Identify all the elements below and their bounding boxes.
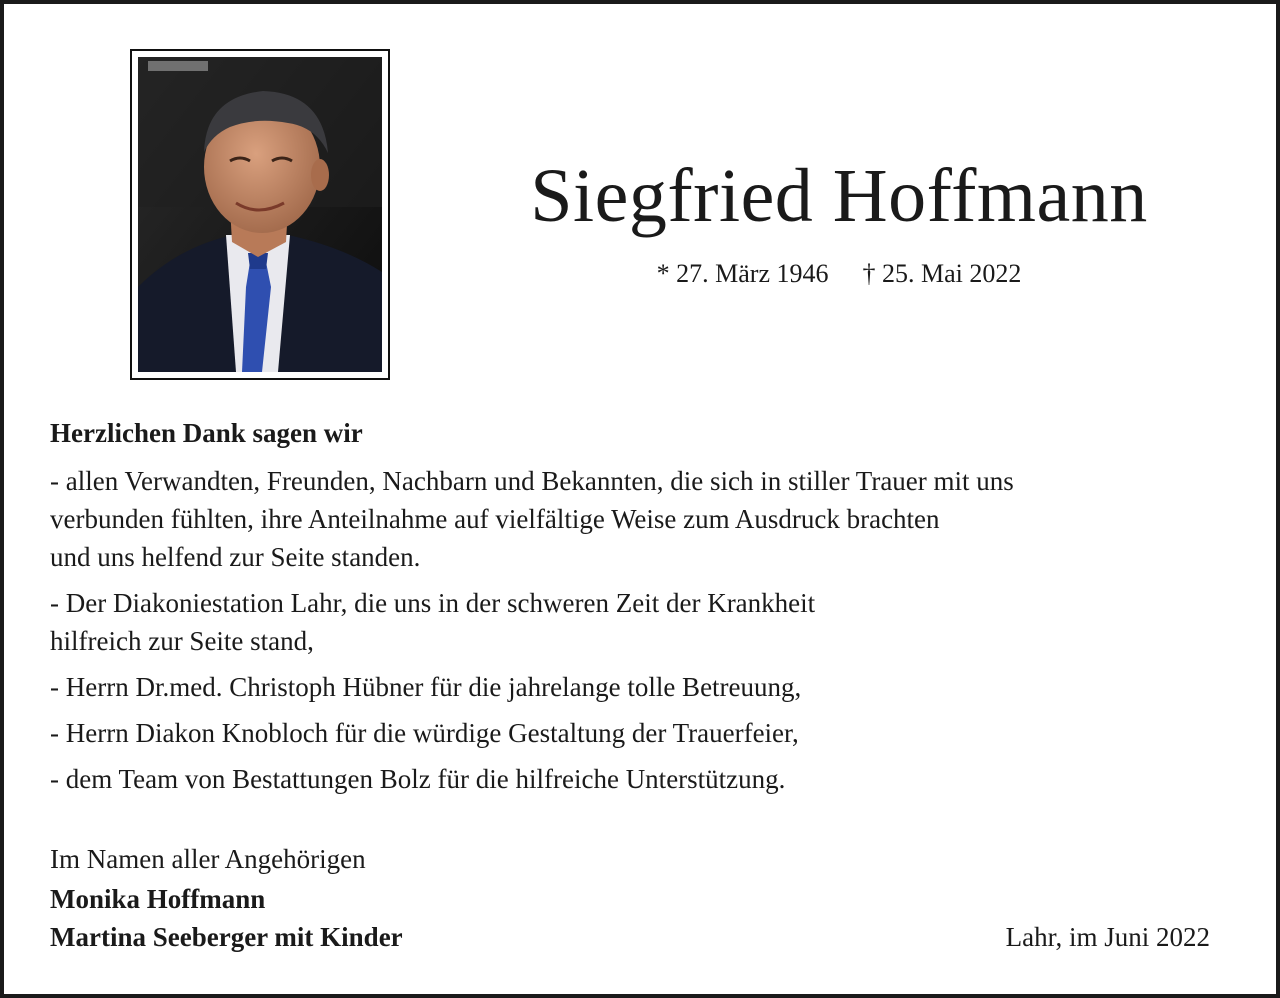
thanks-heading: Herzlichen Dank sagen wir xyxy=(50,418,363,448)
thanks-line: verbunden fühlten, ihre Anteilnahme auf vielfältige Weise zum Ausdruck brachten xyxy=(50,504,940,534)
thanks-line: - dem Team von Bestattungen Bolz für die hilfreiche Unterstützung. xyxy=(50,764,786,794)
thanks-line: - Herrn Diakon Knobloch für die würdige Gestaltung der Trauerfeier, xyxy=(50,718,799,748)
thanks-section xyxy=(50,414,1250,806)
place-date: Lahr, im Juni 2022 xyxy=(1005,922,1210,952)
thanks-line: - allen Verwandten, Freunden, Nachbarn und Bekannten, die sich in stiller Trauer mit uns xyxy=(50,466,1014,496)
life-dates xyxy=(434,258,1244,290)
thanks-item xyxy=(50,760,1250,798)
thanks-line: - Herrn Dr.med. Christoph Hübner für die jahrelange tolle Betreuung, xyxy=(50,672,802,702)
birth-date: * 27. März 1946 xyxy=(656,259,829,288)
thanks-line: - Der Diakoniestation Lahr, die uns in der schweren Zeit der Krankheit xyxy=(50,588,816,618)
thanks-item xyxy=(50,462,1250,576)
portrait-photo-image xyxy=(138,57,382,372)
portrait-photo xyxy=(130,49,390,380)
deceased-name: Siegfried Hoffmann xyxy=(530,154,1148,238)
thanks-item xyxy=(50,714,1250,752)
signature-intro: Im Namen aller Angehörigen xyxy=(50,844,366,874)
signer-name: Monika Hoffmann xyxy=(50,884,266,914)
thanks-item xyxy=(50,584,1250,660)
signer-name: Martina Seeberger mit Kinder xyxy=(50,922,403,952)
thanks-line: und uns helfend zur Seite standen. xyxy=(50,542,421,572)
death-date: † 25. Mai 2022 xyxy=(862,259,1022,288)
thanks-item xyxy=(50,668,1250,706)
thanks-line: hilfreich zur Seite stand, xyxy=(50,626,314,656)
